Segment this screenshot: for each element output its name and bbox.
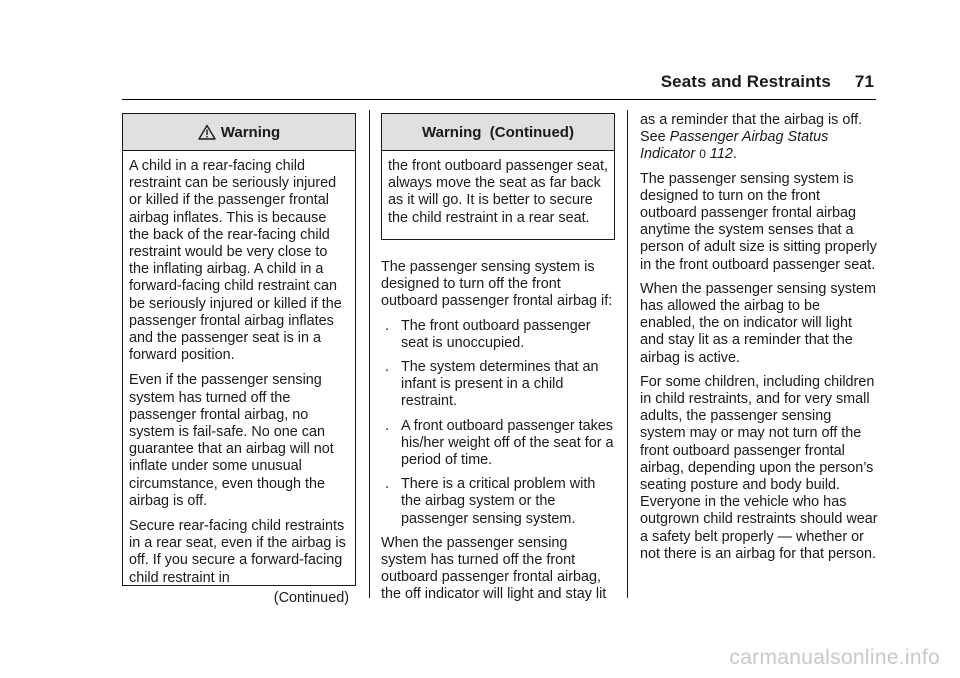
page-reference[interactable]: 112 xyxy=(709,146,733,163)
list-item-text: There is a critical problem with the airbag system or the passenger sensing system. xyxy=(401,476,596,527)
warning-header xyxy=(123,114,355,151)
warning-triangle-icon xyxy=(198,124,216,140)
column-3-body xyxy=(640,112,878,570)
continued-label: (Continued) xyxy=(273,589,349,606)
warning-header xyxy=(382,114,614,151)
bullet-mark: . xyxy=(385,476,389,493)
warning-paragraph: Even if the passenger sensing system has turned off the passenger frontal airbag, no system is fail-safe. No one can guarantee that an airbag will not inflate under some unusual circumstance, even though the airbag is off. xyxy=(129,372,334,509)
bullet-mark: . xyxy=(385,317,389,334)
column-2-body xyxy=(381,259,615,611)
list-item xyxy=(381,476,615,528)
paragraph: When the passenger sensing system has allowed the airbag to be enabled, the on indicator will light and stay lit as a reminder that the airbag is active. xyxy=(640,280,876,366)
header-text xyxy=(661,72,874,92)
bullet-mark: . xyxy=(385,359,389,376)
closing-paragraph: When the passenger sensing system has turned off the front outboard passenger frontal airbag, the off indicator will light and stay lit xyxy=(381,534,607,603)
cross-reference-paragraph xyxy=(640,112,878,164)
page-ref-icon: 0 xyxy=(699,147,706,162)
paragraph: The passenger sensing system is designed to turn on the front outboard passenger frontal airbag anytime the system senses that a person of adult size is sitting properly in the front outboard passenger seat. xyxy=(640,170,877,273)
warning-paragraph: Secure rear-facing child restraints in a rear seat, even if the airbag is off. If you secure a forward-facing child restraint in xyxy=(129,518,346,586)
paragraph: For some children, including children in child restraints, and for very small adults, the passenger sensing system may or may not turn off the front outboard passenger frontal airbag, depending upon the person’s seating posture and body build. Everyone in the vehicle who has outgrown child restraints should wear a safety belt properly — whether or not there is an airbag for that person. xyxy=(640,373,878,562)
list-item xyxy=(381,418,615,470)
warning-box-2 xyxy=(381,113,615,240)
section-title: Seats and Restraints xyxy=(660,72,831,91)
list-item-text: The front outboard passenger seat is unoccupied. xyxy=(401,317,591,351)
list-item xyxy=(381,359,615,411)
page-header xyxy=(122,72,876,100)
warning-title: Warning xyxy=(220,123,281,141)
warning-box-1 xyxy=(122,113,356,606)
intro-paragraph: The passenger sensing system is designed to turn off the front outboard passenger frontal airbag if: xyxy=(381,259,613,310)
paragraph-end: . xyxy=(732,146,737,163)
bullet-mark: . xyxy=(385,417,389,434)
list-item xyxy=(381,318,615,352)
page-number: 71 xyxy=(854,72,874,91)
column-divider xyxy=(369,110,370,598)
cross-reference-link[interactable]: Passenger Airbag Status Indicator xyxy=(640,129,829,163)
column-divider xyxy=(627,110,628,598)
warning-paragraph: the front outboard passenger seat, always move the seat as far back as it will go. It is better to secure the child restraint in a rear seat. xyxy=(388,158,609,226)
warning-title: Warning (Continued) xyxy=(422,123,574,141)
list-item-text: The system determines that an infant is present in a child restraint. xyxy=(401,359,599,410)
warning-paragraph: A child in a rear-facing child restraint can be seriously injured or killed if the passenger frontal airbag inflates. This is because the back of the rear-facing child restraint would be very close to the inflating airbag. A child in a forward-facing child restraint can be seriously injured or killed if the passenger frontal airbag inflates and the passenger seat is in a forward position. xyxy=(129,158,342,364)
paragraph-text: as a reminder that the airbag is off. See xyxy=(640,112,863,146)
watermark: carmanualsonline.info xyxy=(729,646,940,669)
list-item-text: A front outboard passenger takes his/her weight off of the seat for a period of time. xyxy=(401,417,614,469)
warning-body xyxy=(123,151,355,611)
warning-body xyxy=(382,151,614,239)
